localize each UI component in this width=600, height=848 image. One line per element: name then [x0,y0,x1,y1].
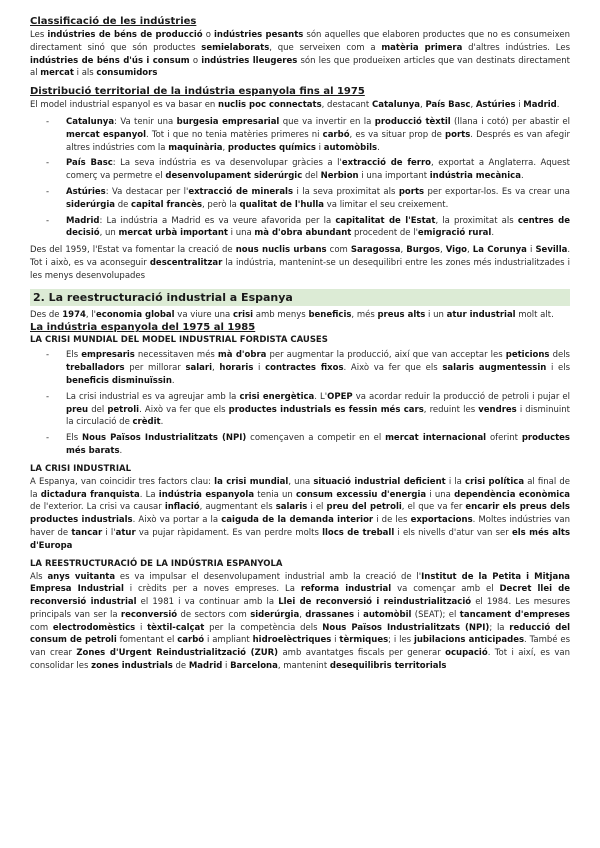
emphasis-text: Barcelona [230,661,278,672]
emphasis-text: ocupació [445,648,488,659]
emphasis-text: siderúrgia [250,609,300,620]
emphasis-text: llocs de treball [322,527,395,538]
emphasis-text: extracció de minerals [188,186,294,197]
emphasis-text: encarir els preus dels productes industrials [30,502,570,526]
emphasis-text: producció tèxtil [374,116,451,127]
emphasis-text: indústries de béns de producció [47,30,203,40]
list-item-cause: - Els Nous Països Industrialitzats (NPI) començaven a competir en el mercat internacional oferint productes més barats. [66,432,570,458]
emphasis-text: consumidors [96,68,158,79]
emphasis-text: inflació [164,502,200,513]
emphasis-text: reducció del consum de petroli [30,622,570,646]
subheading-1975-1985: La indústria espanyola del 1975 al 1985 [30,322,256,334]
emphasis-text: matèria primera [381,42,463,53]
list-item-pais-basc: - País Basc: La seva indústria es va desenvolupar gràcies a l'extracció de ferro, exportat a Anglaterra. Aquest comerç va permetre el desenvolupament siderúrgic del Nerbion i una important indústria mecànica. [66,157,570,183]
emphasis-text: beneficis disminuïssin [66,375,172,386]
emphasis-text: Madrid [188,661,223,672]
paragraph-distribucio-intro: El model industrial espanyol es va basar en nuclis poc connectats, destacant Catalunya, País Basc, Astúries i Madrid. [30,100,560,111]
emphasis-text: Madrid [66,215,100,226]
emphasis-text: atur [115,527,136,538]
emphasis-text: mercat espanyol [66,129,147,140]
emphasis-text: vendres [478,404,517,415]
heading-causes: LA CRISI MUNDIAL DEL MODEL INDUSTRIAL FORDISTA CAUSES [30,335,328,346]
emphasis-text: Saragossa [350,245,401,256]
emphasis-text: tancament d'empreses [459,609,570,620]
emphasis-text: consum excessiu d'energia [295,489,427,500]
emphasis-text: Catalunya [371,100,421,111]
emphasis-text: ports [398,186,425,197]
paragraph-classificacio: Les indústries de béns de producció o indústries pesants són aquelles que elaboren productes que no es consumeixen directament sinó que són productes semielaborats, que serveixen com a matèria primera d'altres indústries. Les indústries de béns d'ús i consum o indústries lleugeres són les que produeixen articles que van destinats directament al mercat i als consumidors [30,30,571,79]
emphasis-text: Astúries [66,186,106,197]
emphasis-text: qualitat de l'hulla [239,199,325,210]
emphasis-text: zones industrials [91,661,173,672]
emphasis-text: semielaborats [201,42,270,53]
emphasis-text: País Basc [66,158,113,169]
emphasis-text: hidroelèctriques [252,635,332,646]
emphasis-text: peticions [505,350,550,361]
emphasis-text: indústria espanyola [158,489,255,500]
list-item-cause: - Els empresaris necessitaven més mà d'obra per augmentar la producció, així que van acceptar les peticions dels treballadors per millorar salari, horaris i contractes fixos. Això va fer que els salaris augmentessin i els beneficis disminuïssin. [66,349,570,387]
paragraph-distribucio-outro: Des del 1959, l'Estat va fomentar la creació de nous nuclis urbans com Saragossa, Burgos, Vigo, La Corunya i Sevilla. Tot i això, es va aconseguir descentralitzar la indústria, mantenint-se un desequilibri entre les zones més industrialitzades i les menys desenvolupades [30,245,571,281]
heading-classificacio: Classificació de les indústries [30,16,197,27]
emphasis-text: productes més barats [66,433,570,456]
emphasis-text: Nous Països Industrialitzats (NPI) [82,433,247,444]
emphasis-text: petroli [107,404,140,415]
emphasis-text: caiguda de la demanda interior [221,515,374,526]
emphasis-text: els més alts d'Europa [30,527,571,551]
emphasis-text: capitalitat de l'Estat [335,215,436,226]
emphasis-text: Decret llei de reconversió industrial [30,584,571,608]
emphasis-text: desenvolupament siderúrgic [165,171,303,182]
emphasis-text: Zones d'Urgent Reindustrialització (ZUR) [76,648,279,659]
emphasis-text: centres de decisió [66,215,570,239]
emphasis-text: mercat [40,68,74,79]
list-item-asturies: - Astúries: Va destacar per l'extracció de minerals i la seva proximitat als ports per exportar-los. Es va crear una siderúrgia de capital francès, però la qualitat de l'hulla va limitar el seu creixement. [66,186,570,212]
emphasis-text: maquinària [168,142,223,153]
paragraph-reestructuracio-intro: Des de 1974, l'economia global va viure una crisi amb menys beneficis, més preus alts i un atur industrial molt alt. [30,309,554,320]
emphasis-text: mercat urbà important [118,228,228,239]
emphasis-text: reforma industrial [300,584,392,595]
emphasis-text: treballadors [66,363,125,374]
emphasis-text: descentralitzar [149,257,223,268]
emphasis-text: jubilacions anticipades [413,635,525,646]
list-causes [30,349,570,457]
emphasis-text: horaris [219,363,254,374]
emphasis-text: la crisi mundial [214,476,289,487]
emphasis-text: preu [66,404,89,415]
emphasis-text: nuclis poc connectats [218,100,322,111]
emphasis-text: mà d'obra abundant [254,228,352,239]
emphasis-text: drassanes [305,609,355,620]
emphasis-text: empresaris [81,350,135,361]
emphasis-text: automòbil [363,609,412,620]
emphasis-text: situació industrial deficient [313,476,446,487]
emphasis-text: Llei de reconversió i reindustrialització [278,597,472,608]
emphasis-text: indústria mecànica [429,171,521,182]
emphasis-text: indústries lleugeres [201,55,298,66]
paragraph-crisi-industrial: A Espanya, van coincidir tres factors clau: la crisi mundial, una situació industrial deficient i la crisi política al final de la dictadura franquista. La indústria espanyola tenia un consum excessiu d'energia i una dependència econòmica de l'exterior. La crisi va causar inflació, augmentant els salaris i el preu del petroli, el que va fer encarir els preus dels productes industrials. Això va portar a la caiguda de la demanda interior i de les exportacions. Moltes indústries van haver de tancar i l'atur va pujar ràpidament. Es van perdre molts llocs de treball i els nivells d'atur van ser els més alts d'Europa [30,476,571,551]
list-item-cause: - La crisi industrial es va agreujar amb la crisi energètica. L'OPEP va acordar reduir la producció de petroli i pujar el preu del petroli. Això va fer que els productes industrials es fessin més cars, reduint les vendres i disminuint la circulació de crèdit. [66,391,570,429]
emphasis-text: Sevilla [535,245,568,256]
emphasis-text: 1974 [62,309,86,320]
emphasis-text: contractes fixos [265,363,344,374]
paragraph-reestructuracio: Als anys vuitanta es va impulsar el desenvolupament industrial amb la creació de l'Institut de la Petita i Mitjana Empresa Industrial i crèdits per a noves empreses. La reforma industrial va començar amb el Decret llei de reconversió industrial el 1981 i va continuar amb la Llei de reconversió i reindustrialització el 1984. Les mesures principals van ser la reconversió de sectors com siderúrgia, drassanes i automòbil (SEAT); el tancament d'empreses com electrodomèstics i tèxtil-calçat per la competència dels Nous Països Industrialitzats (NPI); la reducció del consum de petroli fomentant el carbó i ampliant hidroelèctriques i tèrmiques; i les jubilacions anticipades. També es van crear Zones d'Urgent Reindustrialització (ZUR) amb avantatges fiscals per generar ocupació. Tot i així, es van consolidar les zones industrials de Madrid i Barcelona, mantenint desequilibris territorials [30,571,571,672]
emphasis-text: Nerbion [320,171,359,182]
emphasis-text: Burgos [406,245,440,256]
emphasis-text: electrodomèstics [52,622,136,633]
heading-crisi-industrial: LA CRISI INDUSTRIAL [30,463,131,474]
emphasis-text: carbó [177,635,205,646]
emphasis-text: indústries de béns d'ús i consum [30,55,190,66]
emphasis-text: tèxtil-calçat [147,622,205,633]
emphasis-text: La Corunya [472,245,527,256]
emphasis-text: economia global [96,309,175,320]
emphasis-text: Vigo [445,245,468,256]
emphasis-text: nous nuclis urbans [235,245,327,256]
emphasis-text: desequilibris territorials [329,661,447,672]
emphasis-text: emigració rural [417,228,492,239]
emphasis-text: atur industrial [446,309,516,320]
emphasis-text: salaris augmentessin [442,363,547,374]
heading-reestructuracio: LA REESTRUCTURACIÓ DE LA INDÚSTRIA ESPANYOLA [30,558,283,569]
section-title-reestructuracio: 2. La reestructuració industrial a Espanya [30,289,570,306]
heading-distribucio: Distribució territorial de la indústria espanyola fins al 1975 [30,86,365,98]
emphasis-text: automòbils [323,142,378,153]
emphasis-text: País Basc [425,100,471,111]
emphasis-text: crèdit [132,417,161,428]
emphasis-text: Catalunya [66,116,115,127]
emphasis-text: carbó [322,129,350,140]
emphasis-text: indústries pesants [214,30,304,40]
emphasis-text: tèrmiques [339,635,389,646]
emphasis-text: exportacions [410,515,473,526]
emphasis-text: preu del petroli [326,502,402,513]
emphasis-text: burgesia empresarial [176,116,280,127]
emphasis-text: salari [185,363,213,374]
emphasis-text: anys vuitanta [47,571,116,582]
emphasis-text: ports [445,129,471,140]
emphasis-text: dictadura franquista [40,489,140,500]
emphasis-text: Astúries [475,100,516,111]
emphasis-text: tancar [71,527,103,538]
emphasis-text: salaris [275,502,308,513]
emphasis-text: siderúrgia [66,199,115,210]
emphasis-text: mà d'obra [217,350,267,361]
emphasis-text: crisi política [465,476,525,487]
list-regions [30,116,570,240]
emphasis-text: productes químics [227,142,316,153]
emphasis-text: Institut de la Petita i Mitjana Empresa Industrial [30,571,570,595]
emphasis-text: crisi energètica [239,391,315,402]
emphasis-text: preus alts [377,309,426,320]
emphasis-text: reconversió [120,609,178,620]
emphasis-text: beneficis [308,309,352,320]
emphasis-text: OPEP [327,391,353,402]
emphasis-text: dependència econòmica [454,489,570,500]
emphasis-text: crisi [232,309,254,320]
emphasis-text: Madrid [523,100,557,111]
list-item-catalunya: - Catalunya: Va tenir una burgesia empresarial que va invertir en la producció tèxtil (llana i cotó) per abastir el mercat espanyol. Tot i que no tenia matèries primeres ni carbó, es va situar prop de ports. Després es van afegir altres indústries com la maquinària, productes químics i automòbils. [66,116,570,154]
emphasis-text: capital francès [131,199,203,210]
emphasis-text: extracció de ferro [341,158,432,169]
emphasis-text: Nous Països Industrialitzats (NPI) [322,622,490,633]
emphasis-text: productes industrials es fessin més cars [228,404,424,415]
list-item-madrid: - Madrid: La indústria a Madrid es va veure afavorida per la capitalitat de l'Estat, la proximitat als centres de decisió, un mercat urbà important i una mà d'obra abundant procedent de l'emigració rural. [66,215,570,241]
emphasis-text: mercat internacional [385,433,487,444]
